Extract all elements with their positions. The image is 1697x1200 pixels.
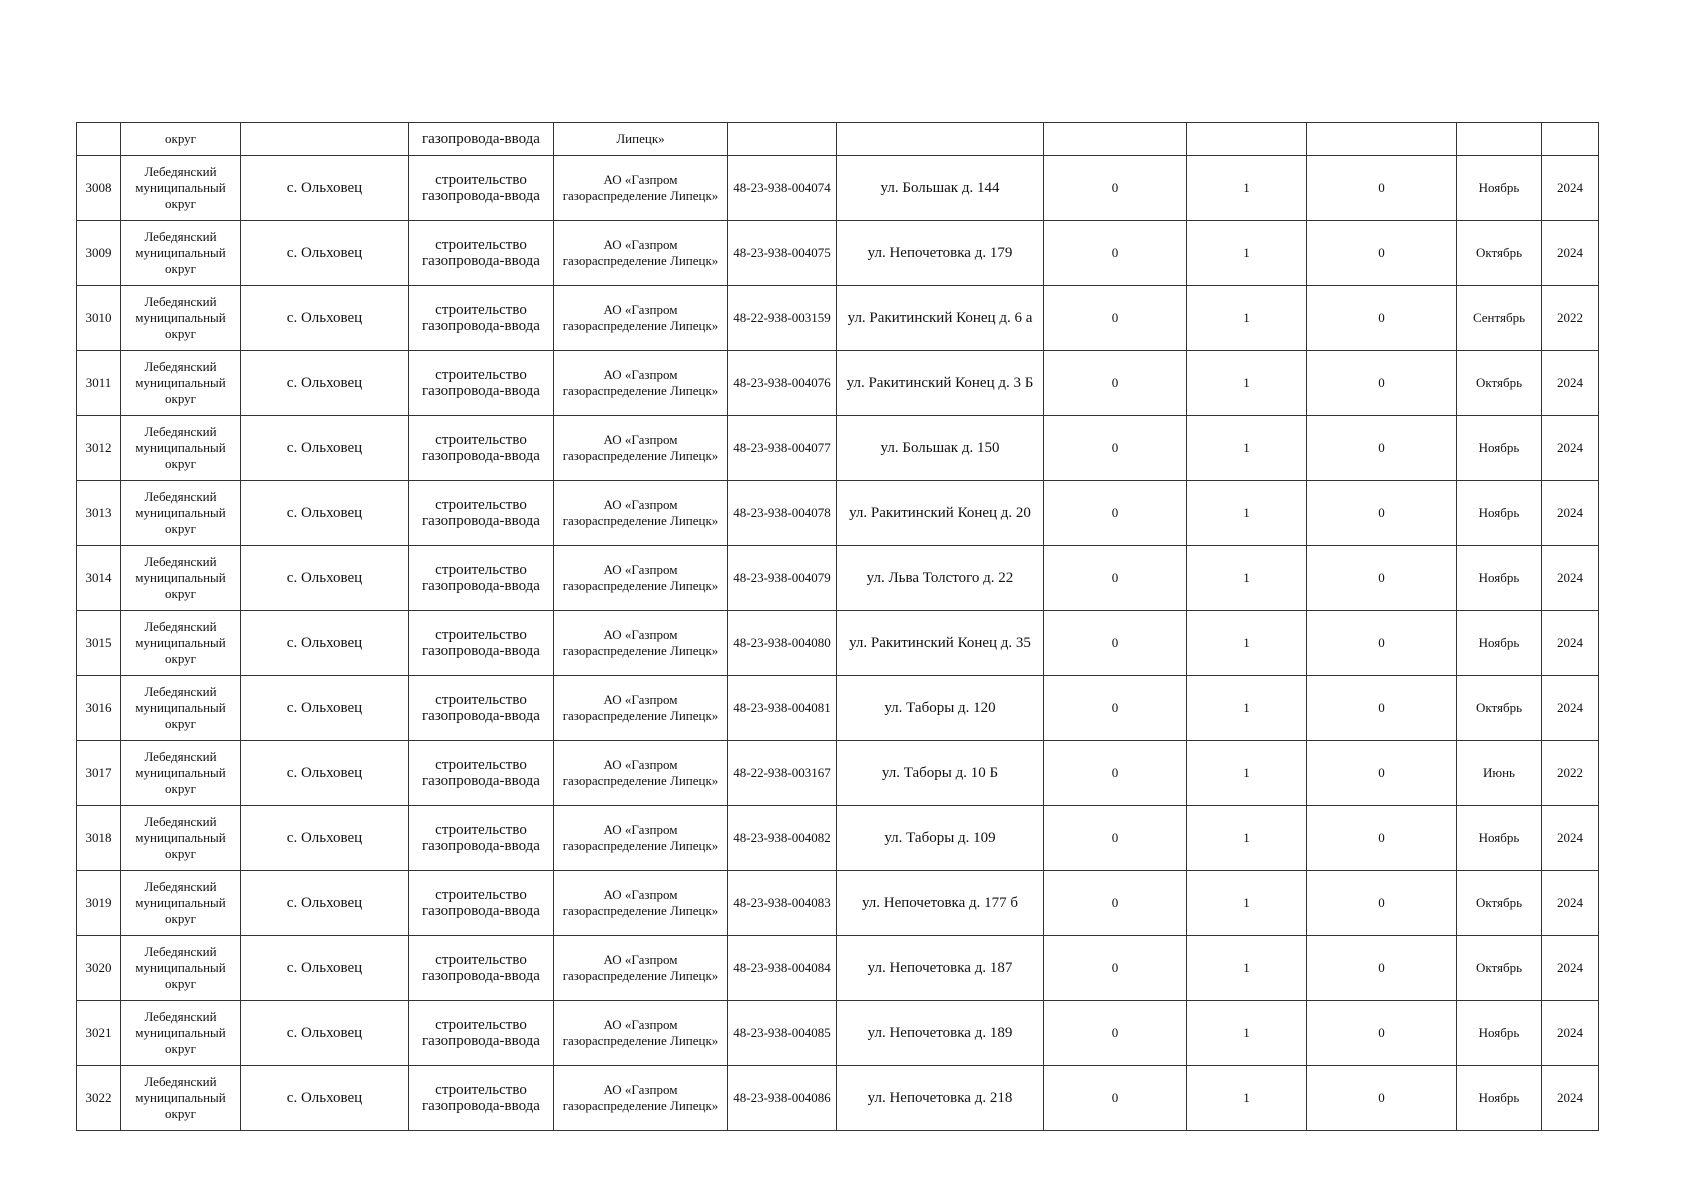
continuation-row: [77, 123, 1599, 156]
settlement-cell: с. Ольховец: [241, 676, 409, 741]
month-cell: Сентябрь: [1457, 286, 1542, 351]
value-cell-1: 0: [1044, 806, 1187, 871]
address-cell: ул. Таборы д. 109: [837, 806, 1044, 871]
year-cell: 2024: [1542, 1001, 1599, 1066]
table-row: [77, 871, 1599, 936]
month-cell: Ноябрь: [1457, 611, 1542, 676]
value-cell-2: 1: [1187, 936, 1307, 1001]
row-number: 3016: [77, 676, 121, 741]
value-cell-1: 0: [1044, 936, 1187, 1001]
value-cell-1: 0: [1044, 156, 1187, 221]
value-cell-2: 1: [1187, 416, 1307, 481]
year-cell: [1542, 123, 1599, 156]
organization-cell: АО «Газпром газораспределение Липецк»: [554, 286, 728, 351]
row-number: 3020: [77, 936, 121, 1001]
object-code-cell: 48-23-938-004079: [728, 546, 837, 611]
organization-cell: АО «Газпром газораспределение Липецк»: [554, 351, 728, 416]
work-type-cell: строительство газопровода-ввода: [409, 1001, 554, 1066]
settlement-cell: с. Ольховец: [241, 156, 409, 221]
district-cell: Лебедянский муниципальный округ: [121, 676, 241, 741]
address-cell: ул. Льва Толстого д. 22: [837, 546, 1044, 611]
district-cell: Лебедянский муниципальный округ: [121, 806, 241, 871]
value-cell-3: 0: [1307, 1001, 1457, 1066]
object-code-cell: 48-23-938-004080: [728, 611, 837, 676]
month-cell: Ноябрь: [1457, 481, 1542, 546]
month-cell: Ноябрь: [1457, 806, 1542, 871]
table-row: [77, 416, 1599, 481]
object-code-cell: 48-23-938-004074: [728, 156, 837, 221]
object-code-cell: [728, 123, 837, 156]
table-row: [77, 1001, 1599, 1066]
month-cell: Октябрь: [1457, 221, 1542, 286]
object-code-cell: 48-23-938-004081: [728, 676, 837, 741]
object-code-cell: 48-23-938-004076: [728, 351, 837, 416]
organization-cell: АО «Газпром газораспределение Липецк»: [554, 806, 728, 871]
settlement-cell: с. Ольховец: [241, 1001, 409, 1066]
year-cell: 2024: [1542, 481, 1599, 546]
object-code-cell: 48-22-938-003159: [728, 286, 837, 351]
work-type-cell: строительство газопровода-ввода: [409, 741, 554, 806]
year-cell: 2022: [1542, 286, 1599, 351]
work-type-cell: строительство газопровода-ввода: [409, 871, 554, 936]
value-cell-1: 0: [1044, 871, 1187, 936]
address-cell: [837, 123, 1044, 156]
settlement-cell: с. Ольховец: [241, 1066, 409, 1131]
object-code-cell: 48-23-938-004082: [728, 806, 837, 871]
value-cell-3: 0: [1307, 676, 1457, 741]
table-row: [77, 351, 1599, 416]
row-number: 3013: [77, 481, 121, 546]
district-cell: Лебедянский муниципальный округ: [121, 351, 241, 416]
table-row: [77, 611, 1599, 676]
work-type-cell: строительство газопровода-ввода: [409, 676, 554, 741]
value-cell-2: 1: [1187, 221, 1307, 286]
table-row: [77, 156, 1599, 221]
settlement-cell: с. Ольховец: [241, 221, 409, 286]
address-cell: ул. Непочетовка д. 187: [837, 936, 1044, 1001]
table-row: [77, 806, 1599, 871]
value-cell-2: 1: [1187, 546, 1307, 611]
table-row: [77, 481, 1599, 546]
year-cell: 2024: [1542, 936, 1599, 1001]
district-cell: Лебедянский муниципальный округ: [121, 546, 241, 611]
settlement-cell: с. Ольховец: [241, 871, 409, 936]
year-cell: 2024: [1542, 676, 1599, 741]
year-cell: 2024: [1542, 351, 1599, 416]
work-type-cell: строительство газопровода-ввода: [409, 156, 554, 221]
address-cell: ул. Большак д. 150: [837, 416, 1044, 481]
value-cell-3: 0: [1307, 871, 1457, 936]
month-cell: Ноябрь: [1457, 416, 1542, 481]
value-cell-3: 0: [1307, 416, 1457, 481]
settlement-cell: с. Ольховец: [241, 741, 409, 806]
district-cell: Лебедянский муниципальный округ: [121, 416, 241, 481]
organization-cell: АО «Газпром газораспределение Липецк»: [554, 611, 728, 676]
month-cell: [1457, 123, 1542, 156]
table-row: [77, 936, 1599, 1001]
object-code-cell: 48-22-938-003167: [728, 741, 837, 806]
value-cell-3: 0: [1307, 351, 1457, 416]
value-cell-1: 0: [1044, 221, 1187, 286]
value-cell-2: [1187, 123, 1307, 156]
value-cell-2: 1: [1187, 611, 1307, 676]
organization-cell: АО «Газпром газораспределение Липецк»: [554, 546, 728, 611]
month-cell: Ноябрь: [1457, 1001, 1542, 1066]
work-type-cell: строительство газопровода-ввода: [409, 351, 554, 416]
organization-cell: АО «Газпром газораспределение Липецк»: [554, 1001, 728, 1066]
table-row: [77, 221, 1599, 286]
value-cell-2: 1: [1187, 481, 1307, 546]
value-cell-2: 1: [1187, 156, 1307, 221]
address-cell: ул. Ракитинский Конец д. 3 Б: [837, 351, 1044, 416]
district-cell: Лебедянский муниципальный округ: [121, 741, 241, 806]
value-cell-2: 1: [1187, 806, 1307, 871]
work-type-cell: строительство газопровода-ввода: [409, 1066, 554, 1131]
table-row: [77, 741, 1599, 806]
work-type-cell: строительство газопровода-ввода: [409, 416, 554, 481]
organization-cell: АО «Газпром газораспределение Липецк»: [554, 676, 728, 741]
settlement-cell: [241, 123, 409, 156]
value-cell-3: 0: [1307, 481, 1457, 546]
value-cell-1: 0: [1044, 741, 1187, 806]
organization-cell: АО «Газпром газораспределение Липецк»: [554, 416, 728, 481]
organization-cell: АО «Газпром газораспределение Липецк»: [554, 936, 728, 1001]
value-cell-1: 0: [1044, 416, 1187, 481]
row-number: 3015: [77, 611, 121, 676]
value-cell-2: 1: [1187, 741, 1307, 806]
row-number: 3014: [77, 546, 121, 611]
table-body: [77, 123, 1599, 1131]
year-cell: 2024: [1542, 806, 1599, 871]
year-cell: 2024: [1542, 156, 1599, 221]
year-cell: 2024: [1542, 1066, 1599, 1131]
month-cell: Октябрь: [1457, 936, 1542, 1001]
settlement-cell: с. Ольховец: [241, 481, 409, 546]
row-number: 3019: [77, 871, 121, 936]
settlement-cell: с. Ольховец: [241, 416, 409, 481]
work-type-cell: строительство газопровода-ввода: [409, 481, 554, 546]
district-cell: Лебедянский муниципальный округ: [121, 611, 241, 676]
month-cell: Июнь: [1457, 741, 1542, 806]
settlement-cell: с. Ольховец: [241, 806, 409, 871]
settlement-cell: с. Ольховец: [241, 351, 409, 416]
district-cell: Лебедянский муниципальный округ: [121, 871, 241, 936]
value-cell-1: 0: [1044, 351, 1187, 416]
table-row: [77, 286, 1599, 351]
address-cell: ул. Непочетовка д. 189: [837, 1001, 1044, 1066]
value-cell-3: [1307, 123, 1457, 156]
value-cell-3: 0: [1307, 286, 1457, 351]
object-code-cell: 48-23-938-004084: [728, 936, 837, 1001]
year-cell: 2024: [1542, 416, 1599, 481]
year-cell: 2024: [1542, 611, 1599, 676]
district-cell: Лебедянский муниципальный округ: [121, 286, 241, 351]
address-cell: ул. Непочетовка д. 177 б: [837, 871, 1044, 936]
organization-cell: АО «Газпром газораспределение Липецк»: [554, 871, 728, 936]
address-cell: ул. Таборы д. 10 Б: [837, 741, 1044, 806]
district-cell: Лебедянский муниципальный округ: [121, 156, 241, 221]
work-type-cell: строительство газопровода-ввода: [409, 286, 554, 351]
value-cell-3: 0: [1307, 1066, 1457, 1131]
value-cell-1: 0: [1044, 546, 1187, 611]
value-cell-2: 1: [1187, 1066, 1307, 1131]
district-cell: Лебедянский муниципальный округ: [121, 936, 241, 1001]
address-cell: ул. Ракитинский Конец д. 6 а: [837, 286, 1044, 351]
address-cell: ул. Непочетовка д. 218: [837, 1066, 1044, 1131]
year-cell: 2024: [1542, 221, 1599, 286]
work-type-cell: строительство газопровода-ввода: [409, 806, 554, 871]
value-cell-3: 0: [1307, 806, 1457, 871]
work-type-cell: строительство газопровода-ввода: [409, 936, 554, 1001]
district-cell: Лебедянский муниципальный округ: [121, 221, 241, 286]
table-row: [77, 1066, 1599, 1131]
year-cell: 2022: [1542, 741, 1599, 806]
month-cell: Октябрь: [1457, 676, 1542, 741]
table-row: [77, 546, 1599, 611]
row-number: 3018: [77, 806, 121, 871]
year-cell: 2024: [1542, 871, 1599, 936]
address-cell: ул. Ракитинский Конец д. 20: [837, 481, 1044, 546]
row-number: 3009: [77, 221, 121, 286]
settlement-cell: с. Ольховец: [241, 286, 409, 351]
organization-cell: Липецк»: [554, 123, 728, 156]
value-cell-1: 0: [1044, 1066, 1187, 1131]
organization-cell: АО «Газпром газораспределение Липецк»: [554, 221, 728, 286]
district-cell: округ: [121, 123, 241, 156]
row-number: 3021: [77, 1001, 121, 1066]
settlement-cell: с. Ольховец: [241, 546, 409, 611]
work-type-cell: строительство газопровода-ввода: [409, 611, 554, 676]
value-cell-2: 1: [1187, 351, 1307, 416]
month-cell: Ноябрь: [1457, 1066, 1542, 1131]
value-cell-3: 0: [1307, 741, 1457, 806]
month-cell: Октябрь: [1457, 871, 1542, 936]
row-number: 3011: [77, 351, 121, 416]
year-cell: 2024: [1542, 546, 1599, 611]
organization-cell: АО «Газпром газораспределение Липецк»: [554, 481, 728, 546]
gas-connection-table: [76, 122, 1599, 1131]
row-number: 3017: [77, 741, 121, 806]
value-cell-3: 0: [1307, 611, 1457, 676]
object-code-cell: 48-23-938-004086: [728, 1066, 837, 1131]
object-code-cell: 48-23-938-004083: [728, 871, 837, 936]
value-cell-2: 1: [1187, 676, 1307, 741]
value-cell-1: 0: [1044, 611, 1187, 676]
value-cell-1: 0: [1044, 286, 1187, 351]
value-cell-3: 0: [1307, 221, 1457, 286]
table-row: [77, 676, 1599, 741]
value-cell-2: 1: [1187, 1001, 1307, 1066]
month-cell: Ноябрь: [1457, 156, 1542, 221]
row-number: 3012: [77, 416, 121, 481]
address-cell: ул. Непочетовка д. 179: [837, 221, 1044, 286]
row-number: 3022: [77, 1066, 121, 1131]
object-code-cell: 48-23-938-004075: [728, 221, 837, 286]
district-cell: Лебедянский муниципальный округ: [121, 1001, 241, 1066]
settlement-cell: с. Ольховец: [241, 936, 409, 1001]
month-cell: Октябрь: [1457, 351, 1542, 416]
address-cell: ул. Таборы д. 120: [837, 676, 1044, 741]
work-type-cell: строительство газопровода-ввода: [409, 221, 554, 286]
value-cell-3: 0: [1307, 546, 1457, 611]
settlement-cell: с. Ольховец: [241, 611, 409, 676]
row-number: 3010: [77, 286, 121, 351]
value-cell-2: 1: [1187, 286, 1307, 351]
month-cell: Ноябрь: [1457, 546, 1542, 611]
value-cell-1: [1044, 123, 1187, 156]
object-code-cell: 48-23-938-004085: [728, 1001, 837, 1066]
address-cell: ул. Большак д. 144: [837, 156, 1044, 221]
district-cell: Лебедянский муниципальный округ: [121, 1066, 241, 1131]
value-cell-1: 0: [1044, 676, 1187, 741]
work-type-cell: строительство газопровода-ввода: [409, 546, 554, 611]
row-number: [77, 123, 121, 156]
organization-cell: АО «Газпром газораспределение Липецк»: [554, 741, 728, 806]
value-cell-1: 0: [1044, 1001, 1187, 1066]
object-code-cell: 48-23-938-004077: [728, 416, 837, 481]
value-cell-2: 1: [1187, 871, 1307, 936]
row-number: 3008: [77, 156, 121, 221]
value-cell-1: 0: [1044, 481, 1187, 546]
work-type-cell: газопровода-ввода: [409, 123, 554, 156]
district-cell: Лебедянский муниципальный округ: [121, 481, 241, 546]
object-code-cell: 48-23-938-004078: [728, 481, 837, 546]
organization-cell: АО «Газпром газораспределение Липецк»: [554, 156, 728, 221]
value-cell-3: 0: [1307, 156, 1457, 221]
value-cell-3: 0: [1307, 936, 1457, 1001]
address-cell: ул. Ракитинский Конец д. 35: [837, 611, 1044, 676]
organization-cell: АО «Газпром газораспределение Липецк»: [554, 1066, 728, 1131]
